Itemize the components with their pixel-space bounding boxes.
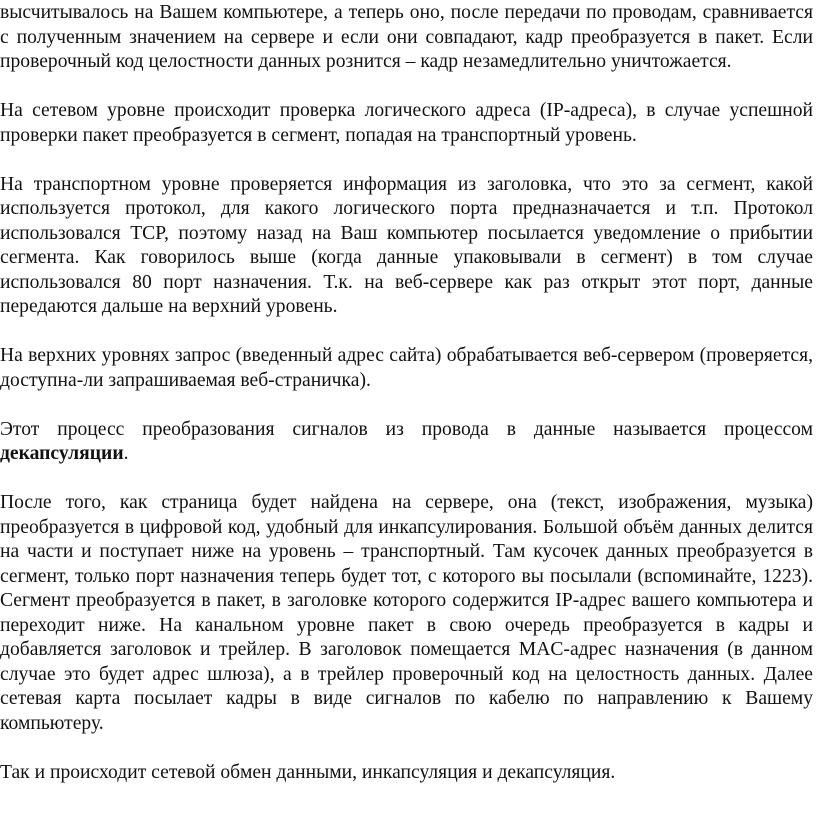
- paragraph-decapsulation-end: .: [123, 443, 129, 464]
- paragraph-upper-layers: На верхних уровнях запрос (введенный адрес сайта) обрабатывается веб-сервером (проверяется, доступна-ли запрашиваемая веб-страничка).: [0, 345, 813, 391]
- paragraph-frame-check: высчитывалось на Вашем компьютере, а теперь оно, после передачи по проводам, сравнивается с полученным значением на сервере и если они совпадают, кадр преобразуется в пакет. Если проверочный код целостности данных рознится – кадр незамедлительно уничтожается.: [0, 2, 813, 72]
- decapsulation-term: декапсуляции: [0, 443, 124, 464]
- paragraph-decapsulation: [0, 418, 813, 467]
- paragraph-decapsulation-text: Этот процесс преобразования сигналов из провода в данные называется процессом: [0, 418, 813, 440]
- paragraph-network-layer: На сетевом уровне происходит проверка логического адреса (IP-адреса), в случае успешной проверки пакет преобразуется в сегмент, попадая на транспортный уровень.: [0, 100, 813, 146]
- paragraph-transport-layer: На транспортном уровне проверяется информация из заголовка, что это за сегмент, какой используется протокол, для какого логического порта предназначается и т.п. Протокол использовался TCP, поэтому назад на Ваш компьютер посылается уведомление о прибытии сегмента. Как говорилось выше (когда данные упаковывали в сегмент) в том случае использовался 80 порт назначения. Т.к. на веб-сервере как раз открыт этот порт, данные передаются дальше на верхний уровень.: [0, 173, 813, 317]
- paragraph-summary: Так и происходит сетевой обмен данными, инкапсуляция и декапсуляция.: [0, 761, 616, 783]
- paragraph-encapsulation-return: После того, как страница будет найдена на сервере, она (текст, изображения, музыка) преобразуется в цифровой код, удобный для инкапсулирования. Большой объём данных делится на части и поступает ниже на уровень – транспортный. Там кусочек данных преобразуется в сегмент, только порт назначения теперь будет тот, с которого вы посылали (вспоминайте, 1223). Сегмент преобразуется в пакет, в заголовке которого содержится IP-адрес вашего компьютера и переходит ниже. На канальном уровне пакет в свою очередь преобразуется в кадры и добавляется заголовок и трейлер. В заголовок помещается MAC-адрес назначения (в данном случае это будет адрес шлюза), а в трейлер проверочный код на целостность данных. Далее сетевая карта посылает кадры в виде сигналов по кабелю по направлению к Вашему компьютеру.: [0, 492, 813, 734]
